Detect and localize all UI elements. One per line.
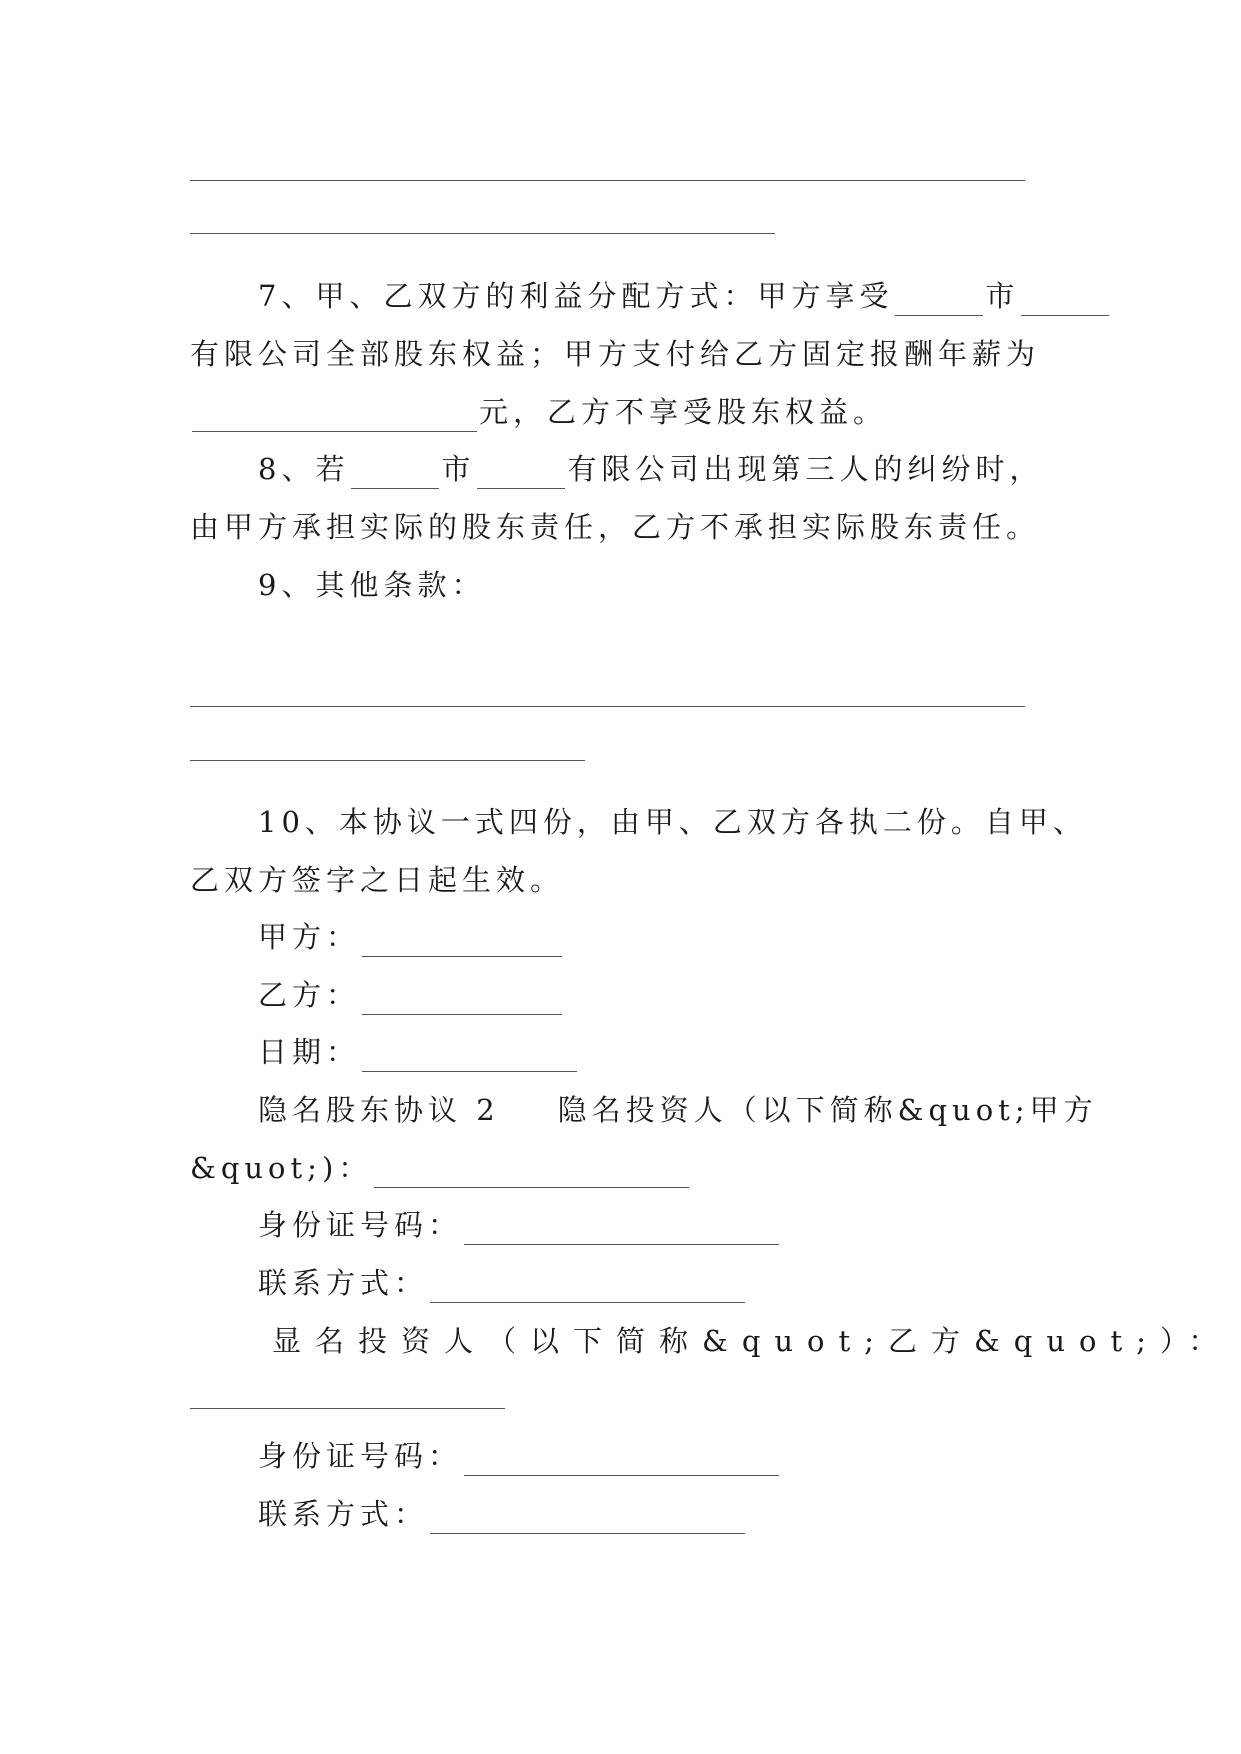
hidden-investor-id	[258, 1205, 781, 1245]
id-label: 身份证号码：	[258, 1439, 463, 1473]
party-a-signature	[258, 917, 564, 957]
clause-8-line-1	[258, 449, 1043, 489]
blank-field[interactable]	[192, 403, 477, 432]
id-label: 身份证号码：	[258, 1208, 463, 1242]
contact-field[interactable]	[430, 1505, 745, 1534]
clause-7-line-3	[190, 392, 887, 432]
party-b-label: 乙方：	[258, 978, 361, 1012]
blank-field[interactable]	[1021, 287, 1109, 316]
clause-8-text: 有限公司出现第三人的纠纷时，	[567, 452, 1044, 486]
fill-in-rule	[190, 180, 1025, 181]
contact-label: 联系方式：	[258, 1497, 429, 1531]
named-investor-contact	[258, 1494, 747, 1534]
clause-7-line-1	[258, 276, 1111, 316]
agreement-2-intro	[258, 1090, 1098, 1130]
named-investor-label: 显名投资人（以下简称&quot;乙方&quot;）：	[272, 1324, 1232, 1358]
id-number-field[interactable]	[464, 1216, 779, 1245]
blank-field[interactable]	[895, 287, 983, 316]
hidden-investor-line	[190, 1148, 691, 1188]
clause-10-line-1: 10、本协议一式四份，由甲、乙双方各执二份。自甲、	[258, 805, 1087, 839]
clause-7-text: 市	[985, 279, 1020, 313]
named-investor-id	[258, 1436, 781, 1476]
party-b-signature	[258, 975, 564, 1015]
contact-field[interactable]	[430, 1274, 745, 1303]
named-investor-field[interactable]	[190, 1408, 505, 1409]
clause-8-line-2: 由甲方承担实际的股东责任，乙方不承担实际股东责任。	[190, 510, 1041, 544]
blank-field[interactable]	[351, 460, 439, 489]
contact-label: 联系方式：	[258, 1266, 429, 1300]
clause-10-line-2: 乙双方签字之日起生效。	[190, 863, 565, 897]
date-field[interactable]	[362, 1043, 577, 1072]
blank-field[interactable]	[477, 460, 565, 489]
fill-in-rule	[190, 760, 585, 761]
party-a-label: 甲方：	[258, 920, 361, 954]
clause-7-text: 7、甲、乙双方的利益分配方式：甲方享受	[258, 279, 894, 313]
clause-7-line-2: 有限公司全部股东权益；甲方支付给乙方固定报酬年薪为	[190, 337, 1041, 371]
hidden-investor-contact	[258, 1263, 747, 1303]
date-label: 日期：	[258, 1035, 361, 1069]
clause-8-text: 市	[441, 452, 476, 486]
agreement-2-heading: 隐名股东协议 2	[258, 1093, 500, 1127]
id-number-field[interactable]	[464, 1447, 779, 1476]
party-b-field[interactable]	[362, 986, 562, 1015]
clause-8-text: 8、若	[258, 452, 350, 486]
hidden-investor-label-cont: &quot;)：	[190, 1151, 373, 1185]
clause-9-label: 9、其他条款：	[258, 568, 486, 602]
hidden-investor-field[interactable]	[374, 1159, 689, 1188]
fill-in-rule	[190, 706, 1025, 707]
date-signature	[258, 1032, 579, 1072]
clause-7-text: 元，乙方不享受股东权益。	[479, 395, 888, 429]
hidden-investor-label: 隐名投资人（以下简称&quot;甲方	[557, 1093, 1098, 1127]
fill-in-rule	[190, 233, 775, 234]
party-a-field[interactable]	[362, 928, 562, 957]
